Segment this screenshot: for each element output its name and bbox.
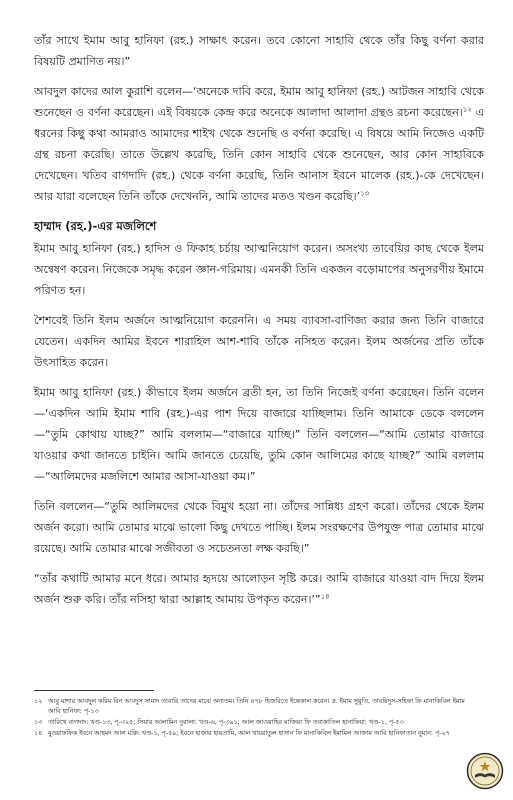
paragraph-3 <box>34 238 484 301</box>
paragraph-2 <box>34 81 484 207</box>
footnote <box>34 718 479 728</box>
paragraph-5 <box>34 382 484 487</box>
paragraph-2-text-cont: এ ধরনের কিছু কথা আমরাও আমাদের শাইখ থেকে শুনেছি ও বর্ণনা করেছি। এ বিষয়ে আমি নিজেও একটি গ্রন্থ রচনা করেছি। তাতে উল্লেখ করেছি, তিনি কোন সাহাবি থেকে শুনেছেন, আর কোন সাহাবিকে দেখেছেন। খতিব বাগদাদি (রহ.) থেকে বর্ণনা করেছি, তিনি আনাস ইবনে মালেক (রহ.)-কে দেখেছেন। আর যারা বলেছেন তিনি তাঁকে দেখেননি, আমি তাদের মতও খণ্ডন করেছি।’ <box>34 106 484 203</box>
footnote-divider <box>34 690 154 691</box>
footnote <box>34 697 479 717</box>
footnote-text: আবু মাশার আবদুল করিম বিন আবদুস সামাদ তাবারি তাদের মাঝে অন্যতম। তিনি ৪৭৮ হিজরিতে ইন্তেকাল করেন। দ্র. ইমাম সুয়ুতি, তাবয়িদুস-সহিফা ফি মানাকিবিল ইমাম আবি হানিফা: পৃ-১৩ <box>48 698 465 715</box>
paragraph-4 <box>34 310 484 373</box>
footnote-number: ১৩ <box>34 719 43 726</box>
footnote-ref-14[interactable]: ১৪ <box>320 592 330 601</box>
paragraph-5-text: ইমাম আবু হানিফা (রহ.) কীভাবে ইলম অর্জনে ব্রতী হন, তা তিনি নিজেই বর্ণনা করেছেন। তিনি বলেন—‘একদিন আমি ইমাম শাবি (রহ.)-এর পাশ দিয়ে বাজারে যাচ্ছিলাম। তিনি আমাকে ডেকে বললেন—“তুমি কোথায় যাচ্ছ?” আমি বললাম—“বাজারে যাচ্ছি।” তিনি বললেন—“আমি তোমার বাজারে যাওয়ার কথা জানতে চাইনি। আমি জানতে চেয়েছি, তুমি কোন আলিমের কাছে যাচ্ছ?” আমি বললাম—“আলিমদের মজলিশে আমার আসা-যাওয়া কম।” <box>34 386 484 483</box>
paragraph-4-text: শৈশবেই তিনি ইলম অর্জনে আত্মনিয়োগ করেননি। এ সময় ব্যাবসা-বাণিজ্য করার জন্য তিনি বাজারে যেতেন। একদিন আমির ইবনে শারাহিল আশ-শাবি তাঁকে নসিহত করেন। ইলম অর্জনের প্রতি তাঁকে উৎসাহিত করেন। <box>34 314 484 369</box>
footnote-text: তারিখে বাগদাদ: খণ্ড-১৩, পৃ-৩২৫; সিয়ার আলামিন নুবালা: খণ্ড-৬, পৃ-৩৯১; আল জাওয়াহির মাজিয়া ফি তবাকাতিল হানাফিয়া: খণ্ড-১, পৃ-৫৩ <box>48 719 404 726</box>
footnote-ref-12[interactable]: ১২ <box>462 105 472 114</box>
publisher-logo-icon <box>466 752 504 790</box>
footnote <box>34 729 479 739</box>
section-heading: হাম্মাদ (রহ.)-এর মজলিশে <box>34 219 157 233</box>
page-body <box>34 30 484 619</box>
footnote-text: মুওয়াফফিক ইবনে আহমদ আল মক্কি: খণ্ড-১, পৃ-৫৯; ইবনে হাজার হায়তামি, আল খায়রাতুল হাসান ফি মানাকিবিল ইমামিল আজাম আবি হানিফাতান নুমান: পৃ-২৭ <box>48 730 450 737</box>
paragraph-3-text: ইমাম আবু হানিফা (রহ.) হাদিস ও ফিকাহ চর্চায় আত্মনিয়োগ করেন। অসংখ্য তাবেয়ির কাছ থেকে ইলম অন্বেষণ করেন। নিজেকে সমৃদ্ধ করেন জ্ঞান-গরিমায়। এমনকী তিনি একজন বড়োমাপের অনুসরণীয় ইমামে পরিণত হন। <box>34 242 484 297</box>
paragraph-1 <box>34 30 484 72</box>
publisher-logo-graphic <box>466 752 504 790</box>
paragraph-2-text: আবদুল কাদের আল কুরাশি বলেন—‘অনেকে দাবি করে, ইমাম আবু হানিফা (রহ.) আটজন সাহাবি থেকে শুনেছেন ও বর্ণনা করেছেন। এই বিষয়কে কেন্দ্র করে অনেকে আলাদা আলাদা গ্রন্থও রচনা করেছেন। <box>34 85 484 119</box>
paragraph-7 <box>34 568 484 610</box>
footnote-ref-13[interactable]: ১৩ <box>360 189 370 198</box>
paragraph-6 <box>34 496 484 559</box>
footnote-number: ১২ <box>34 698 43 705</box>
paragraph-7-text: “তাঁর কথাটি আমার মনে ধরে। আমার হৃদয়ে আলোড়ন সৃষ্টি করে। আমি বাজারে যাওয়া বাদ দিয়ে ইলম অর্জন শুরু করি। তাঁর নসিহা দ্বারা আল্লাহ আমায় উপকৃত করেন।’” <box>34 572 484 606</box>
paragraph-6-text: তিনি বললেন—“তুমি আলিমদের থেকে বিমুখ হয়ো না। তাঁদের সান্নিধ্য গ্রহণ করো। তাঁদের থেকে ইলম অর্জন করো। আমি তোমার মাঝে ভালো কিছু দেখতে পাচ্ছি। ইলম সংরক্ষণের উপযুক্ত পাত্র তোমার মাঝে রয়েছে। আমি তোমার মাঝে সজীবতা ও সচেতনতা লক্ষ করছি।” <box>34 500 484 555</box>
footnotes <box>34 697 479 740</box>
paragraph-1-text: তাঁর সাথে ইমাম আবু হানিফা (রহ.) সাক্ষাৎ করেন। তবে কোনো সাহাবি থেকে তাঁর কিছু বর্ণনা করার বিষয়টি প্রমাণিত নয়।” <box>34 34 484 68</box>
footnote-number: ১৪ <box>34 730 43 737</box>
